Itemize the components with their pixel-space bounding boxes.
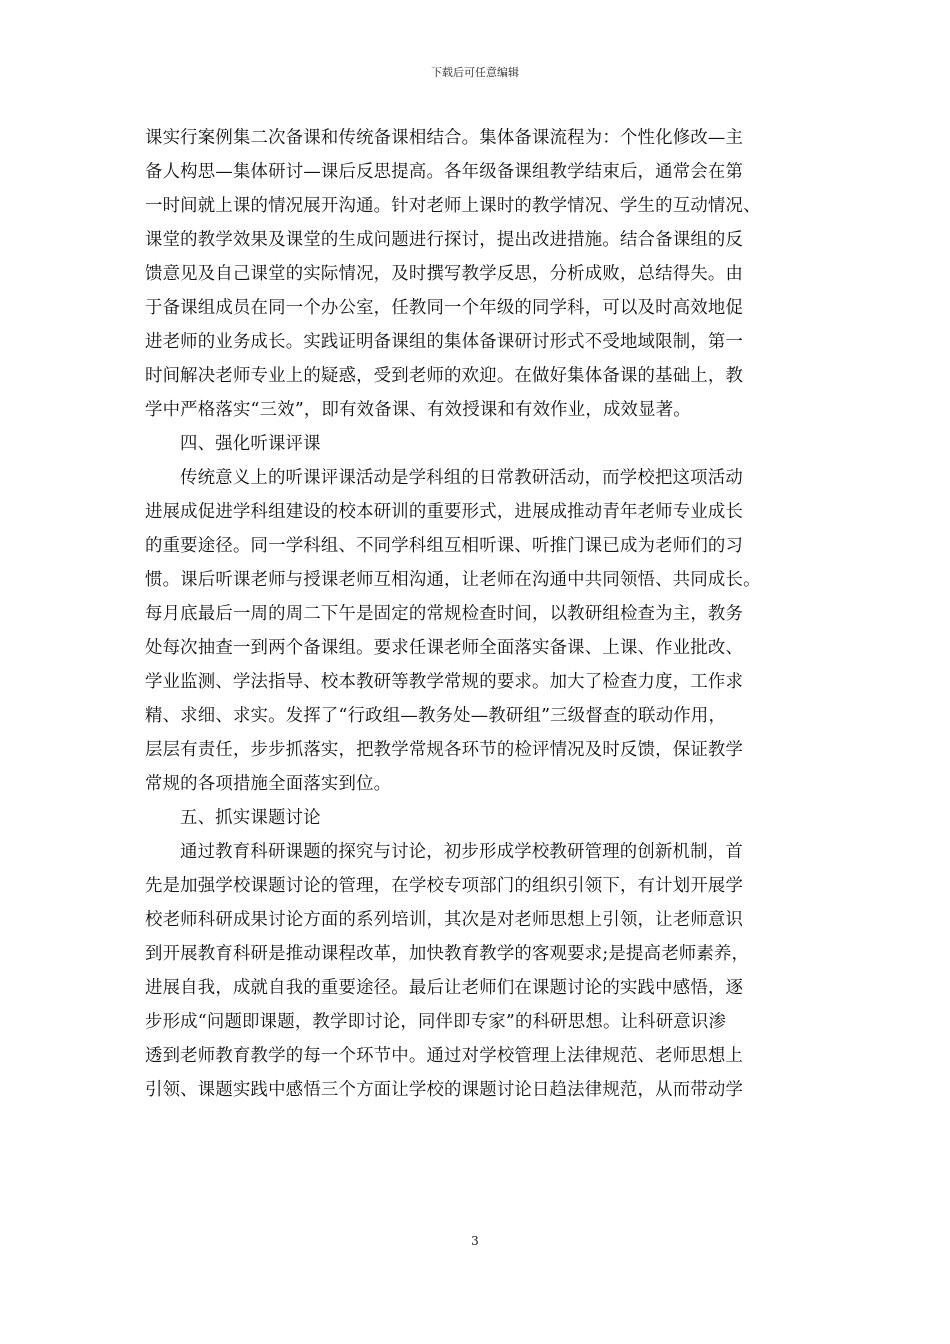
text-line: 的重要途径。同一学科组、不同学科组互相听课、听推门课已成为老师们的习 [145,536,744,556]
text-line: 进展成促进学科组建设的校本研训的重要形式，进展成推动青年老师专业成长 [145,502,744,522]
section-heading: 四、强化听课评课 [180,434,321,454]
text-line: 透到老师教育教学的每一个环节中。通过对学校管理上法律规范、老师思想上 [145,1046,744,1066]
text-line: 校老师科研成果讨论方面的系列培训，其次是对老师思想上引领，让老师意识 [145,910,744,930]
text-line: 传统意义上的听课评课活动是学科组的日常教研活动，而学校把这项活动 [180,468,743,488]
text-line: 处每次抽查一到两个备课组。要求任课老师全面落实备课、上课、作业批改、 [145,638,744,658]
text-line: 学业监测、学法指导、校本教研等教学常规的要求。加大了检查力度，工作求 [145,672,744,692]
text-line: 常规的各项措施全面落实到位。 [145,774,392,794]
section-heading: 五、抓实课题讨论 [180,808,321,828]
text-line: 通过教育科研课题的探究与讨论，初步形成学校教研管理的创新机制，首 [180,842,743,862]
text-line: 到开展教育科研是推动课程改革，加快教育教学的客观要求;是提高老师素养， [145,944,750,964]
text-line: 一时间就上课的情况展开沟通。针对老师上课时的教学情况、学生的互动情况、 [145,196,761,216]
text-line: 备人构思—集体研讨—课后反思提高。各年级备课组教学结束后，通常会在第 [145,162,744,182]
text-line: 馈意见及自己课堂的实际情况，及时撰写教学反思，分析成败，总结得失。由 [145,264,744,284]
text-line: 学中严格落实“三效”，即有效备课、有效授课和有效作业，成效显著。 [145,400,691,420]
text-line: 先是加强学校课题讨论的管理，在学校专项部门的组织引领下，有计划开展学 [145,876,744,896]
text-line: 惯。课后听课老师与授课老师互相沟通，让老师在沟通中共同领悟、共同成长。 [145,570,761,590]
text-line: 课实行案例集二次备课和传统备课相结合。集体备课流程为：个性化修改—主 [145,128,744,148]
page-number: 3 [471,1234,479,1248]
text-line: 于备课组成员在同一个办公室，任教同一个年级的同学科，可以及时高效地促 [145,298,744,318]
text-line: 引领、课题实践中感悟三个方面让学校的课题讨论日趋法律规范，从而带动学 [145,1080,744,1100]
document-body [145,121,810,1107]
text-line: 步形成“问题即课题，教学即讨论，同伴即专家”的科研思想。让科研意识渗 [145,1012,727,1032]
text-line: 课堂的教学效果及课堂的生成问题进行探讨，提出改进措施。结合备课组的反 [145,230,744,250]
text-line: 层层有责任，步步抓落实，把教学常规各环节的检评情况及时反馈，保证教学 [145,740,744,760]
text-line: 时间解决老师专业上的疑惑，受到老师的欢迎。在做好集体备课的基础上，教 [145,366,744,386]
page-header: 下载后可任意编辑 [431,66,519,79]
text-line: 每月底最后一周的周二下午是固定的常规检查时间，以教研组检查为主，教务 [145,604,744,624]
text-line: 精、求细、求实。发挥了“行政组—教务处—教研组”三级督查的联动作用， [145,706,727,726]
text-line: 进展自我，成就自我的重要途径。最后让老师们在课题讨论的实践中感悟，逐 [145,978,744,998]
text-line: 进老师的业务成长。实践证明备课组的集体备课研讨形式不受地域限制，第一 [145,332,744,352]
